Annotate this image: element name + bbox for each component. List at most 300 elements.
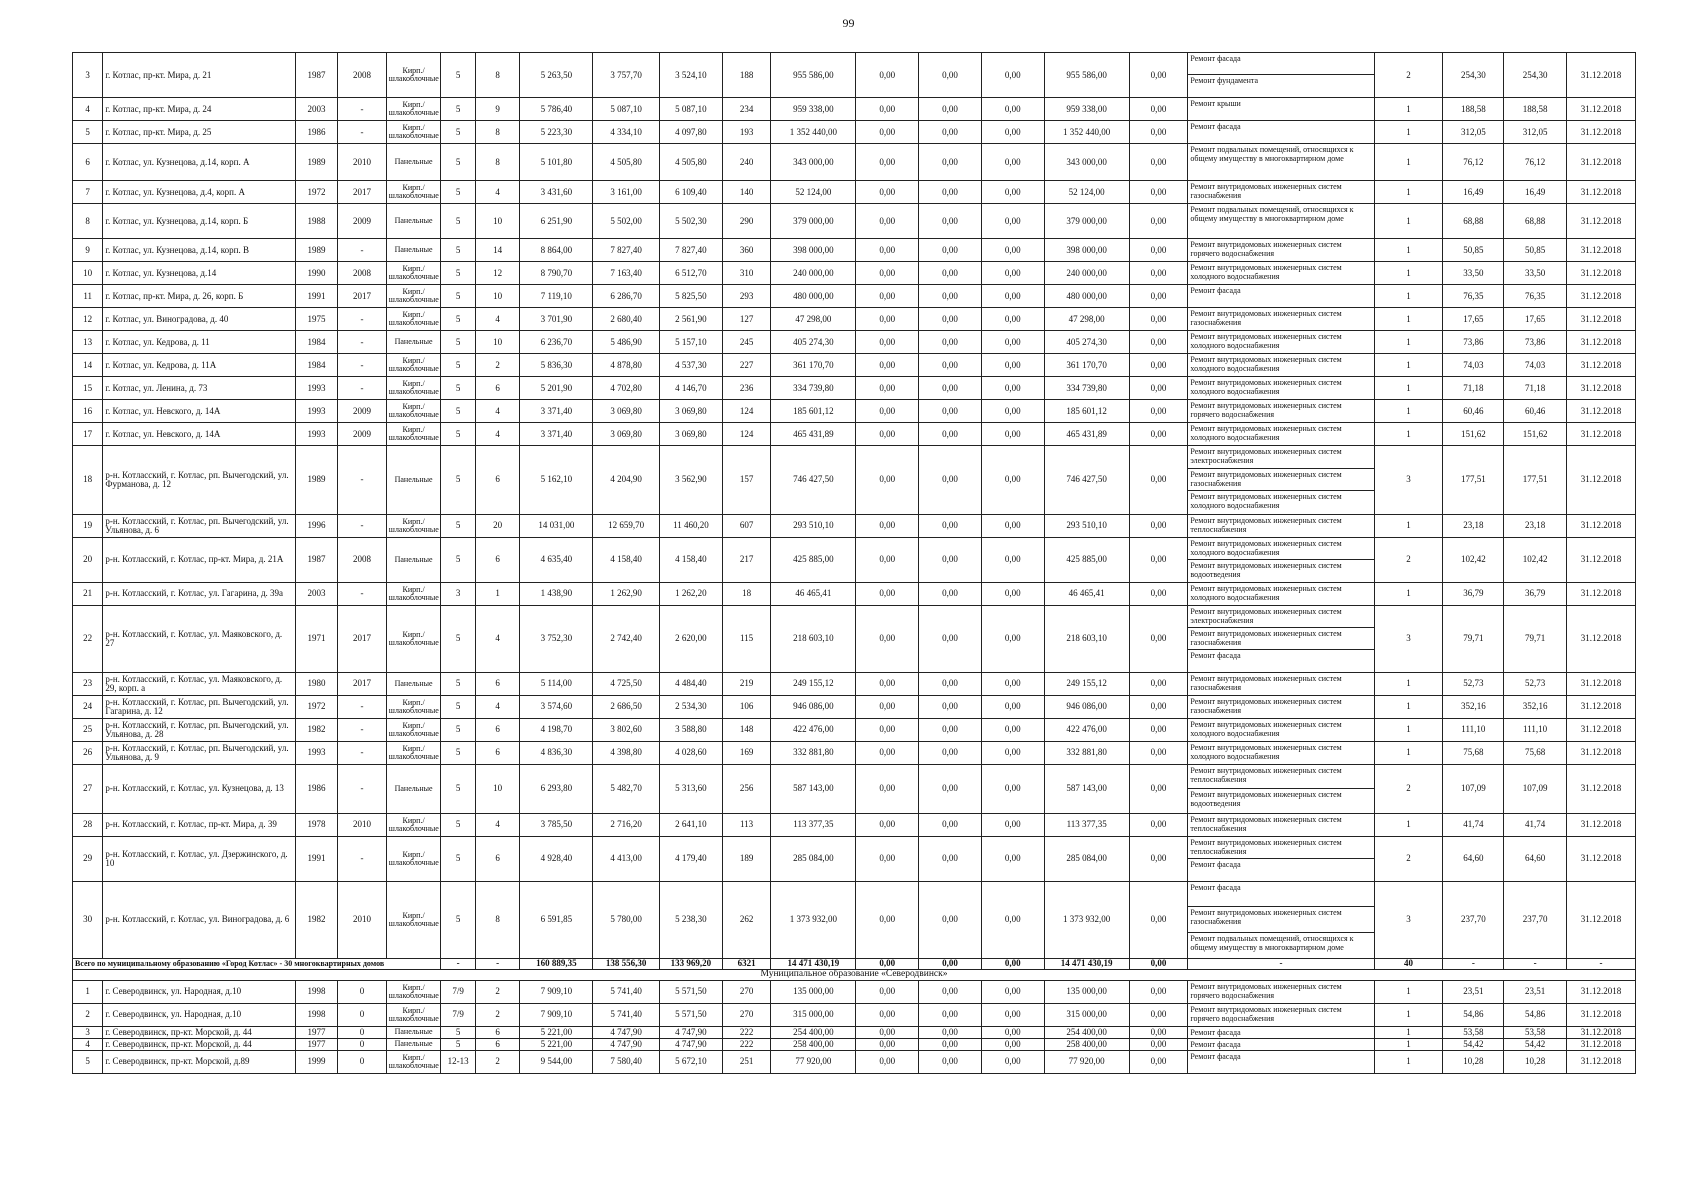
own-funds: 587 143,00: [1044, 764, 1129, 813]
fund-1: 0,00: [856, 718, 919, 741]
residential-area: 2 534,30: [660, 695, 723, 718]
work-item: Ремонт внутридомовых инженерных систем газоснабжения: [1188, 907, 1373, 932]
works: [1188, 239, 1374, 262]
completion-date: 31.12.2018: [1566, 1003, 1635, 1026]
living-area: 3 161,00: [593, 181, 660, 204]
fund-1: 0,00: [856, 446, 919, 515]
works-count: 1: [1374, 423, 1443, 446]
unit-cost-b: 74,03: [1504, 354, 1567, 377]
works: [1188, 1003, 1374, 1026]
entrances: 8: [475, 121, 520, 144]
address: г. Котлас, ул. Невского, д. 14А: [103, 423, 295, 446]
works: [1188, 813, 1374, 836]
table-row: [73, 1050, 1636, 1073]
row-number: 28: [73, 813, 103, 836]
table-row: [73, 672, 1636, 695]
row-number: 30: [73, 881, 103, 958]
fund-1: 0,00: [856, 331, 919, 354]
wall-material: Кирп./ шлакоблочные: [386, 605, 441, 672]
completion-date: 31.12.2018: [1566, 331, 1635, 354]
works-count: 1: [1374, 400, 1443, 423]
own-funds: 52 124,00: [1044, 181, 1129, 204]
own-funds: 955 586,00: [1044, 53, 1129, 98]
wall-material: Панельные: [386, 446, 441, 515]
total-area: 1 438,90: [520, 582, 593, 605]
row-number: 21: [73, 582, 103, 605]
fund-4: 0,00: [1129, 331, 1188, 354]
total-area: 3 371,40: [520, 400, 593, 423]
wall-material: Кирп./ шлакоблочные: [386, 423, 441, 446]
work-item: Ремонт фундамента: [1190, 76, 1259, 85]
repair-cost: 258 400,00: [771, 1038, 856, 1050]
repair-cost: 185 601,12: [771, 400, 856, 423]
fund-1: 0,00: [856, 121, 919, 144]
work-item: Ремонт фасада: [1190, 1051, 1241, 1061]
wall-material: Панельные: [386, 764, 441, 813]
unit-cost-a: 111,10: [1443, 718, 1504, 741]
completion-date: 31.12.2018: [1566, 605, 1635, 672]
fund-2: 0,00: [919, 836, 982, 881]
work-item: Ремонт внутридомовых инженерных систем горячего водоснабжения: [1190, 401, 1342, 419]
fund-4: 0,00: [1129, 980, 1188, 1003]
row-number: 3: [73, 53, 103, 98]
living-area: 4 413,00: [593, 836, 660, 881]
unit-cost-b: 352,16: [1504, 695, 1567, 718]
wall-material: Кирп./ шлакоблочные: [386, 881, 441, 958]
fund-3: 0,00: [981, 423, 1044, 446]
fund-1: 0,00: [856, 836, 919, 881]
work-item: Ремонт фасада: [1190, 1039, 1241, 1049]
wall-material: Кирп./ шлакоблочные: [386, 813, 441, 836]
fund-3: 0,00: [981, 672, 1044, 695]
residents: 222: [722, 1026, 771, 1038]
floors: 5: [441, 53, 475, 98]
entrances: 6: [475, 836, 520, 881]
living-area: 12 659,70: [593, 514, 660, 537]
repair-cost: 113 377,35: [771, 813, 856, 836]
address: г. Котлас, пр-кт. Мира, д. 24: [103, 98, 295, 121]
unit-cost-a: 352,16: [1443, 695, 1504, 718]
wall-material: Кирп./ шлакоблочные: [386, 377, 441, 400]
works: [1188, 308, 1374, 331]
own-funds: 47 298,00: [1044, 308, 1129, 331]
fund-2: 0,00: [919, 423, 982, 446]
floors: 5: [441, 262, 475, 285]
wall-material: Кирп./ шлакоблочные: [386, 1003, 441, 1026]
work-item: Ремонт фасада: [1190, 1027, 1241, 1037]
own-funds: 285 084,00: [1044, 836, 1129, 881]
fund-4: 0,00: [1129, 582, 1188, 605]
wall-material: Кирп./ шлакоблочные: [386, 836, 441, 881]
unit-cost-a: 188,58: [1443, 98, 1504, 121]
works-count: 1: [1374, 239, 1443, 262]
works: [1188, 181, 1374, 204]
fund-1: 0,00: [856, 1026, 919, 1038]
total-area: 3 785,50: [520, 813, 593, 836]
fund-3: 0,00: [981, 181, 1044, 204]
residents: 18: [722, 582, 771, 605]
fund-1: 0,00: [856, 285, 919, 308]
unit-cost-a: 16,49: [1443, 181, 1504, 204]
row-number: 16: [73, 400, 103, 423]
residents: 290: [722, 204, 771, 239]
wall-material: Кирп./ шлакоблочные: [386, 285, 441, 308]
repair-cost: 285 084,00: [771, 836, 856, 881]
own-funds: 46 465,41: [1044, 582, 1129, 605]
address: г. Котлас, ул. Кузнецова, д.14, корп. Б: [103, 204, 295, 239]
fund-1: 0,00: [856, 239, 919, 262]
last-repair-year: -: [338, 582, 387, 605]
total-cell: -: [1566, 958, 1635, 969]
unit-cost-b: 50,85: [1504, 239, 1567, 262]
last-repair-year: -: [338, 718, 387, 741]
residents: 217: [722, 537, 771, 582]
completion-date: 31.12.2018: [1566, 121, 1635, 144]
total-area: 6 236,70: [520, 331, 593, 354]
total-area: 5 786,40: [520, 98, 593, 121]
address: г. Северодвинск, ул. Народная, д.10: [103, 980, 295, 1003]
works-count: 1: [1374, 695, 1443, 718]
unit-cost-a: 71,18: [1443, 377, 1504, 400]
floors: 5: [441, 514, 475, 537]
table-row: [73, 741, 1636, 764]
unit-cost-a: 76,12: [1443, 144, 1504, 181]
total-area: 5 201,90: [520, 377, 593, 400]
fund-4: 0,00: [1129, 144, 1188, 181]
residential-area: 3 069,80: [660, 400, 723, 423]
works-count: 2: [1374, 537, 1443, 582]
last-repair-year: -: [338, 121, 387, 144]
table-row: [73, 1003, 1636, 1026]
unit-cost-a: 74,03: [1443, 354, 1504, 377]
total-area: 5 162,10: [520, 446, 593, 515]
build-year: 1984: [295, 331, 338, 354]
repair-cost: 343 000,00: [771, 144, 856, 181]
unit-cost-a: 60,46: [1443, 400, 1504, 423]
works: [1188, 695, 1374, 718]
entrances: 6: [475, 741, 520, 764]
fund-1: 0,00: [856, 1038, 919, 1050]
floors: 5: [441, 1026, 475, 1038]
works-count: 3: [1374, 446, 1443, 515]
fund-2: 0,00: [919, 53, 982, 98]
works: [1188, 980, 1374, 1003]
works-count: 2: [1374, 836, 1443, 881]
address: р-н. Котласский, г. Котлас, ул. Маяковского, д. 27: [103, 605, 295, 672]
fund-4: 0,00: [1129, 695, 1188, 718]
capital-repair-table-sheet: [72, 52, 1636, 1074]
address: г. Северодвинск, пр-кт. Морской, д. 44: [103, 1038, 295, 1050]
fund-1: 0,00: [856, 764, 919, 813]
wall-material: Кирп./ шлакоблочные: [386, 695, 441, 718]
row-number: 26: [73, 741, 103, 764]
total-area: 8 864,00: [520, 239, 593, 262]
fund-4: 0,00: [1129, 836, 1188, 881]
entrances: 6: [475, 446, 520, 515]
row-number: 12: [73, 308, 103, 331]
residential-area: 2 641,10: [660, 813, 723, 836]
living-area: 2 680,40: [593, 308, 660, 331]
wall-material: Кирп./ шлакоблочные: [386, 1050, 441, 1073]
total-residents: 6321: [722, 958, 771, 969]
works: [1188, 514, 1374, 537]
total-area: 7 909,10: [520, 980, 593, 1003]
completion-date: 31.12.2018: [1566, 741, 1635, 764]
total-area: 5 221,00: [520, 1038, 593, 1050]
completion-date: 31.12.2018: [1566, 813, 1635, 836]
last-repair-year: 2010: [338, 881, 387, 958]
fund-3: 0,00: [981, 308, 1044, 331]
living-area: 3 069,80: [593, 400, 660, 423]
work-item: Ремонт фасада: [1188, 53, 1373, 75]
work-item: Ремонт внутридомовых инженерных систем теплоснабжения: [1190, 814, 1342, 833]
fund-4: 0,00: [1129, 1050, 1188, 1073]
last-repair-year: -: [338, 354, 387, 377]
unit-cost-b: 76,12: [1504, 144, 1567, 181]
work-item: Ремонт внутридомовых инженерных систем газоснабжения: [1190, 182, 1342, 200]
fund-4: 0,00: [1129, 204, 1188, 239]
unit-cost-a: 237,70: [1443, 881, 1504, 958]
build-year: 2003: [295, 582, 338, 605]
residents: 251: [722, 1050, 771, 1073]
own-funds: 77 920,00: [1044, 1050, 1129, 1073]
unit-cost-b: 60,46: [1504, 400, 1567, 423]
total-area: 6 251,90: [520, 204, 593, 239]
address: р-н. Котласский, г. Котлас, ул. Маяковского, д. 29, корп. а: [103, 672, 295, 695]
completion-date: 31.12.2018: [1566, 1050, 1635, 1073]
works-count: 1: [1374, 377, 1443, 400]
row-number: 8: [73, 204, 103, 239]
residential-area: 5 313,60: [660, 764, 723, 813]
total-label: Всего по муниципальному образованию «Город Котлас» - 30 многоквартирных домов: [73, 958, 441, 969]
fund-4: 0,00: [1129, 446, 1188, 515]
section-header-row: [73, 969, 1636, 980]
residential-area: 3 588,80: [660, 718, 723, 741]
fund-4: 0,00: [1129, 605, 1188, 672]
last-repair-year: -: [338, 764, 387, 813]
last-repair-year: -: [338, 836, 387, 881]
address: г. Котлас, пр-кт. Мира, д. 21: [103, 53, 295, 98]
living-area: 4 702,80: [593, 377, 660, 400]
residents: 256: [722, 764, 771, 813]
residents: 140: [722, 181, 771, 204]
last-repair-year: 2010: [338, 813, 387, 836]
last-repair-year: 2008: [338, 262, 387, 285]
build-year: 1993: [295, 423, 338, 446]
own-funds: 746 427,50: [1044, 446, 1129, 515]
entrances: 4: [475, 605, 520, 672]
work-item: Ремонт фасада: [1190, 286, 1241, 295]
work-item: Ремонт внутридомовых инженерных систем холодного водоснабжения: [1190, 332, 1342, 350]
fund-2: 0,00: [919, 1003, 982, 1026]
own-funds: 334 739,80: [1044, 377, 1129, 400]
fund-2: 0,00: [919, 695, 982, 718]
build-year: 1993: [295, 741, 338, 764]
entrances: 6: [475, 1038, 520, 1050]
address: р-н. Котласский, г. Котлас, рп. Вычегодский, ул. Гагарина, д. 12: [103, 695, 295, 718]
repair-cost: 52 124,00: [771, 181, 856, 204]
unit-cost-a: 68,88: [1443, 204, 1504, 239]
unit-cost-a: 23,18: [1443, 514, 1504, 537]
row-number: 14: [73, 354, 103, 377]
fund-2: 0,00: [919, 741, 982, 764]
completion-date: 31.12.2018: [1566, 881, 1635, 958]
residents: 169: [722, 741, 771, 764]
last-repair-year: 2017: [338, 285, 387, 308]
build-year: 1972: [295, 181, 338, 204]
completion-date: 31.12.2018: [1566, 423, 1635, 446]
total-own-funds: 14 471 430,19: [1044, 958, 1129, 969]
residents: 189: [722, 836, 771, 881]
own-funds: 379 000,00: [1044, 204, 1129, 239]
unit-cost-a: 79,71: [1443, 605, 1504, 672]
floors: 5: [441, 239, 475, 262]
last-repair-year: -: [338, 239, 387, 262]
own-funds: 465 431,89: [1044, 423, 1129, 446]
fund-1: 0,00: [856, 537, 919, 582]
own-funds: 398 000,00: [1044, 239, 1129, 262]
entrances: 12: [475, 262, 520, 285]
completion-date: 31.12.2018: [1566, 354, 1635, 377]
table-row: [73, 582, 1636, 605]
unit-cost-a: 177,51: [1443, 446, 1504, 515]
repair-cost: 315 000,00: [771, 1003, 856, 1026]
residents: 115: [722, 605, 771, 672]
own-funds: 1 373 932,00: [1044, 881, 1129, 958]
unit-cost-b: 41,74: [1504, 813, 1567, 836]
repair-cost: 946 086,00: [771, 695, 856, 718]
wall-material: Кирп./ шлакоблочные: [386, 514, 441, 537]
wall-material: Панельные: [386, 331, 441, 354]
address: р-н. Котласский, г. Котлас, рп. Вычегодский, ул. Ульянова, д. 6: [103, 514, 295, 537]
residents: 113: [722, 813, 771, 836]
fund-2: 0,00: [919, 582, 982, 605]
total-area: 5 101,80: [520, 144, 593, 181]
repair-cost: 361 170,70: [771, 354, 856, 377]
row-number: 2: [73, 1003, 103, 1026]
unit-cost-b: 53,58: [1504, 1026, 1567, 1038]
works: [1188, 144, 1374, 181]
address: г. Котлас, ул. Кузнецова, д.14, корп. А: [103, 144, 295, 181]
fund-2: 0,00: [919, 400, 982, 423]
entrances: 4: [475, 400, 520, 423]
row-number: 3: [73, 1026, 103, 1038]
repair-cost: 425 885,00: [771, 537, 856, 582]
unit-cost-a: 10,28: [1443, 1050, 1504, 1073]
row-number: 20: [73, 537, 103, 582]
total-cell: -: [1188, 958, 1374, 969]
total-area: 9 544,00: [520, 1050, 593, 1073]
works-count: 1: [1374, 262, 1443, 285]
work-item: Ремонт внутридомовых инженерных систем холодного водоснабжения: [1190, 378, 1342, 396]
entrances: 6: [475, 718, 520, 741]
completion-date: 31.12.2018: [1566, 537, 1635, 582]
own-funds: 361 170,70: [1044, 354, 1129, 377]
fund-3: 0,00: [981, 121, 1044, 144]
wall-material: Кирп./ шлакоблочные: [386, 718, 441, 741]
total-area: 3 701,90: [520, 308, 593, 331]
wall-material: Кирп./ шлакоблочные: [386, 121, 441, 144]
unit-cost-a: 52,73: [1443, 672, 1504, 695]
works: [1188, 605, 1374, 672]
fund-2: 0,00: [919, 98, 982, 121]
work-item: Ремонт внутридомовых инженерных систем горячего водоснабжения: [1190, 240, 1342, 258]
living-area: 4 334,10: [593, 121, 660, 144]
works: [1188, 836, 1374, 881]
fund-3: 0,00: [981, 262, 1044, 285]
works-count: 1: [1374, 514, 1443, 537]
work-item: Ремонт фасада: [1190, 122, 1241, 131]
living-area: 4 204,90: [593, 446, 660, 515]
residential-area: 4 179,40: [660, 836, 723, 881]
living-area: 7 580,40: [593, 1050, 660, 1073]
unit-cost-a: 17,65: [1443, 308, 1504, 331]
repair-cost: 218 603,10: [771, 605, 856, 672]
works-count: 1: [1374, 331, 1443, 354]
work-item: Ремонт внутридомовых инженерных систем электроснабжения: [1188, 446, 1373, 469]
entrances: 10: [475, 285, 520, 308]
work-item: Ремонт крыши: [1190, 99, 1241, 108]
build-year: 1984: [295, 354, 338, 377]
total-area: 5 114,00: [520, 672, 593, 695]
row-number: 17: [73, 423, 103, 446]
work-item: Ремонт фасада: [1190, 650, 1241, 660]
completion-date: 31.12.2018: [1566, 400, 1635, 423]
entrances: 8: [475, 881, 520, 958]
work-item: Ремонт подвальных помещений, относящихся к общему имуществу в многоквартирном доме: [1190, 205, 1354, 223]
address: г. Котлас, ул. Виноградова, д. 40: [103, 308, 295, 331]
own-funds: 113 377,35: [1044, 813, 1129, 836]
total-area: 160 889,35: [520, 958, 593, 969]
entrances: 8: [475, 53, 520, 98]
fund-2: 0,00: [919, 144, 982, 181]
works: [1188, 285, 1374, 308]
unit-cost-b: 10,28: [1504, 1050, 1567, 1073]
work-item: Ремонт внутридомовых инженерных систем теплоснабжения: [1190, 515, 1342, 534]
severodvinsk-rows: [73, 980, 1636, 1073]
wall-material: Панельные: [386, 537, 441, 582]
unit-cost-a: 41,74: [1443, 813, 1504, 836]
fund-2: 0,00: [919, 1026, 982, 1038]
fund-1: 0,00: [856, 181, 919, 204]
entrances: 10: [475, 764, 520, 813]
last-repair-year: 0: [338, 1026, 387, 1038]
build-year: 1987: [295, 537, 338, 582]
living-area: 5 482,70: [593, 764, 660, 813]
table-row: [73, 605, 1636, 672]
fund-2: 0,00: [919, 813, 982, 836]
last-repair-year: 2009: [338, 204, 387, 239]
table-row: [73, 514, 1636, 537]
repair-cost: 959 338,00: [771, 98, 856, 121]
table-row: [73, 285, 1636, 308]
last-repair-year: 2009: [338, 400, 387, 423]
works-count: 1: [1374, 1038, 1443, 1050]
unit-cost-a: 75,68: [1443, 741, 1504, 764]
repair-cost: 47 298,00: [771, 308, 856, 331]
fund-3: 0,00: [981, 881, 1044, 958]
repair-cost: 1 373 932,00: [771, 881, 856, 958]
residents: 607: [722, 514, 771, 537]
works-count: 1: [1374, 354, 1443, 377]
fund-4: 0,00: [1129, 377, 1188, 400]
residents: 227: [722, 354, 771, 377]
last-repair-year: 2017: [338, 181, 387, 204]
fund-3: 0,00: [981, 1038, 1044, 1050]
residents: 124: [722, 423, 771, 446]
repair-cost: 955 586,00: [771, 53, 856, 98]
repair-cost: 332 881,80: [771, 741, 856, 764]
